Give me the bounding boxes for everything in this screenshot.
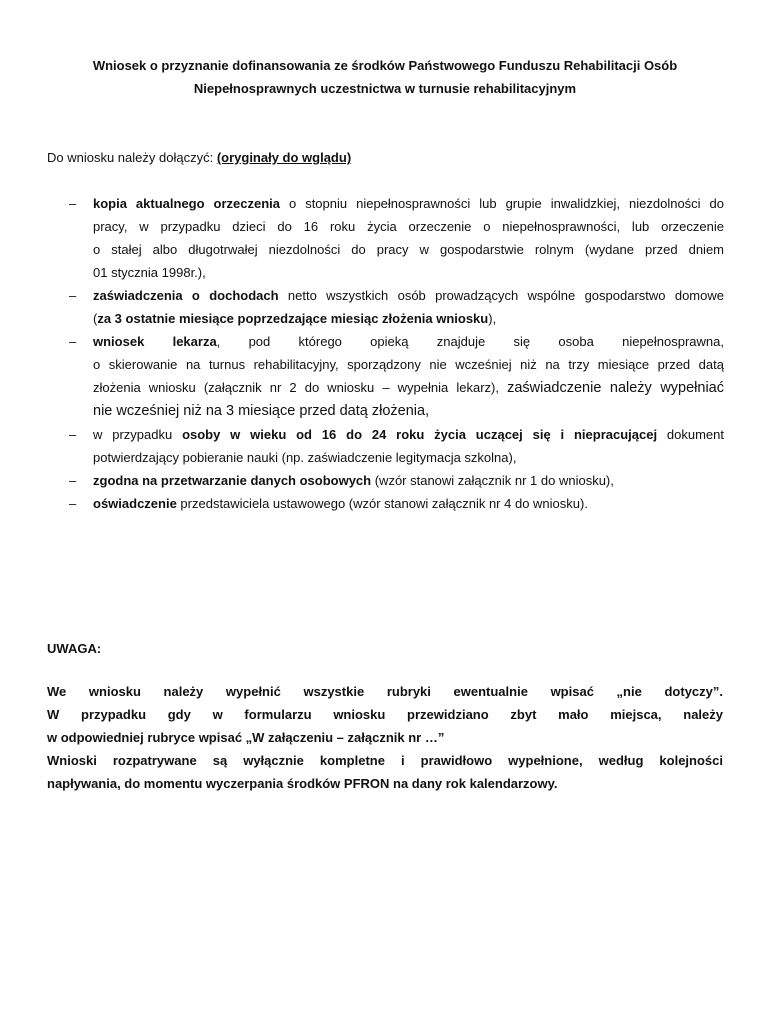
item-bold: kopia aktualnego orzeczenia — [93, 196, 281, 211]
attachments-list — [0, 192, 770, 515]
notice-line: napływania, do momentu wyczerpania środków PFRON na dany rok kalendarzowy. — [47, 776, 558, 791]
notice-heading: UWAGA: — [47, 641, 102, 656]
dash-bullet: – — [69, 473, 77, 488]
item-bold: zgodna na przetwarzanie danych osobowych — [93, 473, 372, 488]
item-text: o skierowanie na turnus rehabilitacyjny, sporządzony nie wcześniej niż na trzy miesiące przed datą — [93, 357, 724, 372]
notice-line: W przypadku gdy w formularzu wniosku przewidziano zbyt mało miejsca, należy — [47, 707, 723, 722]
item-text: , pod którego opieką znajduje się osoba niepełnosprawna, — [216, 334, 724, 349]
title-line-1: Wniosek o przyznanie dofinansowania ze środków Państwowego Funduszu Rehabilitacji Osób — [92, 58, 678, 73]
notice-body — [47, 680, 723, 795]
item-bold: zaświadczenia o dochodach — [93, 288, 279, 303]
item-text: dokument — [657, 427, 725, 442]
item-text: ( — [93, 311, 98, 326]
dash-bullet: – — [69, 334, 77, 349]
item-text: o stałej albo długotrwałej niezdolności do pracy w gospodarstwie rolnym (wydane przed dniem — [93, 242, 724, 257]
item-text: przedstawiciela ustawowego (wzór stanowi załącznik nr 4 do wniosku). — [176, 496, 588, 511]
list-item-doctor-request — [0, 330, 724, 423]
item-bold: oświadczenie — [93, 496, 177, 511]
intro-underlined-note: (oryginały do wglądu) — [216, 150, 352, 165]
item-text: ), — [488, 311, 497, 326]
item-text: w przypadku — [93, 427, 183, 442]
item-text: o stopniu niepełnosprawności lub grupie inwalidzkiej, niezdolności do — [280, 196, 725, 211]
dash-bullet: – — [69, 196, 77, 211]
item-text: pracy, w przypadku dzieci do 16 roku życia orzeczenie o niepełnosprawności, lub orzeczenie — [93, 219, 724, 234]
intro-text: Do wniosku należy dołączyć: — [47, 150, 217, 165]
title-line-2: Niepełnosprawnych uczestnictwa w turnusie rehabilitacyjnym — [193, 81, 577, 96]
item-text: (wzór stanowi załącznik nr 1 do wniosku), — [371, 473, 614, 488]
item-bold: za 3 ostatnie miesiące poprzedzające miesiąc złożenia wniosku — [97, 311, 489, 326]
item-text: 01 stycznia 1998r.), — [93, 265, 206, 280]
notice-line: w odpowiedniej rubryce wpisać „W załączeniu – załącznik nr …” — [47, 730, 445, 745]
item-text: zaświadczenie należy wypełniać — [507, 380, 724, 396]
item-bold: osoby w wieku od 16 do 24 roku życia uczącej się i niepracującej — [182, 427, 658, 442]
item-text: potwierdzający pobieranie nauki (np. zaświadczenie legitymacja szkolna), — [93, 450, 517, 465]
list-item-statement — [0, 492, 724, 515]
notice-line: We wniosku należy wypełnić wszystkie rubryki ewentualnie wpisać „nie dotyczy”. — [47, 684, 723, 699]
notice-line: Wnioski rozpatrywane są wyłącznie kompletne i prawidłowo wypełnione, według kolejności — [47, 753, 723, 768]
item-text: nie wcześniej niż na 3 miesiące przed datą złożenia, — [93, 403, 430, 419]
attachments-intro — [47, 147, 351, 169]
list-item-income — [0, 284, 724, 330]
dash-bullet: – — [69, 427, 77, 442]
list-item-data-consent — [0, 469, 724, 492]
list-item-student-document — [0, 423, 724, 469]
list-item-certificate — [0, 192, 724, 284]
item-bold: wniosek lekarza — [93, 334, 217, 349]
item-text: netto wszystkich osób prowadzących wspólne gospodarstwo domowe — [278, 288, 724, 303]
document-title — [40, 54, 730, 100]
item-text: złożenia wniosku (załącznik nr 2 do wniosku – wypełnia lekarz), — [93, 380, 508, 395]
dash-bullet: – — [69, 288, 77, 303]
dash-bullet: – — [69, 496, 77, 511]
